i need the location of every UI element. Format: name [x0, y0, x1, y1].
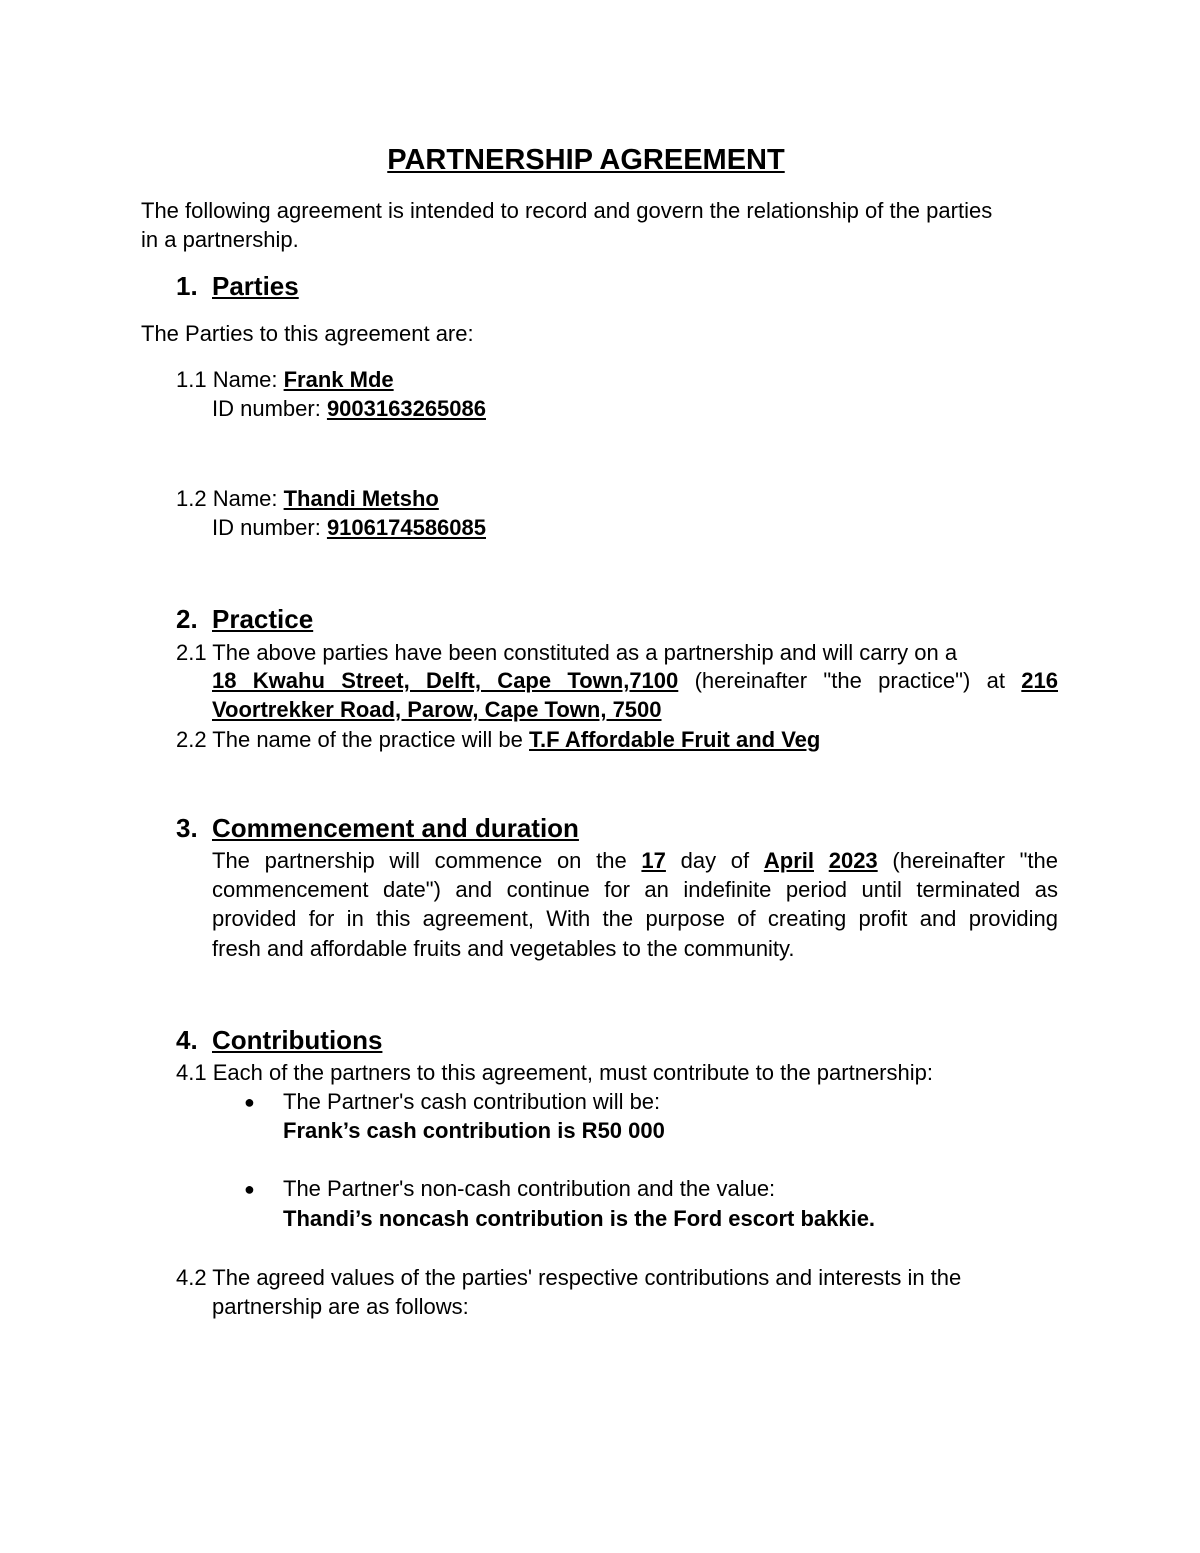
section-number: 4.	[176, 1025, 198, 1055]
clause-line: 2.1 The above parties have been constituted as a partnership and will carry on a	[176, 640, 958, 665]
intro-line: The following agreement is intended to record and govern the relationship of the parties	[141, 198, 993, 223]
clause-text: (hereinafter "the	[892, 848, 1058, 873]
section-title: Commencement and duration	[212, 813, 579, 843]
bullet-text: The Partner's non-cash contribution and the value:	[283, 1176, 776, 1201]
party-name: Frank Mde	[283, 367, 394, 392]
contribution-value: Frank’s cash contribution is R50 000	[283, 1118, 665, 1143]
section-heading	[176, 1027, 382, 1053]
section-heading	[176, 815, 579, 841]
section-heading	[176, 273, 299, 299]
section-title: Parties	[212, 271, 299, 301]
practice-address: 18 Kwahu Street, Delft, Cape Town,7100	[212, 668, 679, 693]
clause-line: 4.1 Each of the partners to this agreement, must contribute to the partnership:	[176, 1060, 933, 1085]
commencement-day: 17	[641, 848, 666, 873]
practice-name: T.F Affordable Fruit and Veg	[529, 727, 821, 752]
party-name: Thandi Metsho	[283, 486, 439, 511]
document-title: PARTNERSHIP AGREEMENT	[387, 144, 785, 176]
clause-line	[176, 729, 820, 751]
clause-text: The partnership will commence on the	[212, 848, 627, 873]
party-id-label: ID number:	[212, 515, 327, 540]
business-address: 216	[1021, 668, 1059, 693]
clause-line: partnership are as follows:	[212, 1294, 469, 1319]
section-heading	[176, 606, 313, 632]
clause-line	[212, 850, 1058, 872]
section-number: 1.	[176, 271, 198, 301]
section-number: 3.	[176, 813, 198, 843]
clause-text: day of	[680, 848, 750, 873]
party-id-label: ID number:	[212, 396, 327, 421]
party-name-prefix: 1.2 Name:	[176, 486, 284, 511]
party-id-line	[212, 517, 486, 539]
section-number: 2.	[176, 604, 198, 634]
section-lead: The Parties to this agreement are:	[141, 321, 474, 346]
business-address: Voortrekker Road, Parow, Cape Town, 7500	[212, 697, 662, 722]
clause-text: 2.2 The name of the practice will be	[176, 727, 530, 752]
section-title: Practice	[212, 604, 314, 634]
bullet-icon: ●	[244, 1179, 255, 1199]
clause-line: provided for in this agreement, With the purpose of creating profit and providing	[212, 906, 1058, 931]
party-id-number: 9106174586085	[326, 515, 486, 540]
section-title: Contributions	[212, 1025, 383, 1055]
party-name-prefix: 1.1 Name:	[176, 367, 284, 392]
intro-line: in a partnership.	[141, 227, 299, 252]
commencement-month: April	[763, 848, 814, 873]
party-name-line	[176, 488, 439, 510]
clause-line: commencement date") and continue for an indefinite period until terminated as	[212, 877, 1058, 902]
party-id-number: 9003163265086	[326, 396, 486, 421]
bullet-text: The Partner's cash contribution will be:	[283, 1089, 661, 1114]
party-id-line	[212, 398, 486, 420]
clause-line	[212, 670, 1058, 692]
clause-line: fresh and affordable fruits and vegetables to the community.	[212, 936, 795, 961]
clause-line: 4.2 The agreed values of the parties' respective contributions and interests in the	[176, 1265, 962, 1290]
clause-text: (hereinafter "the practice") at	[694, 668, 1005, 693]
commencement-year: 2023	[828, 848, 878, 873]
bullet-icon: ●	[244, 1092, 255, 1112]
contribution-value: Thandi’s noncash contribution is the Ford escort bakkie.	[283, 1206, 876, 1231]
party-name-line	[176, 369, 394, 391]
